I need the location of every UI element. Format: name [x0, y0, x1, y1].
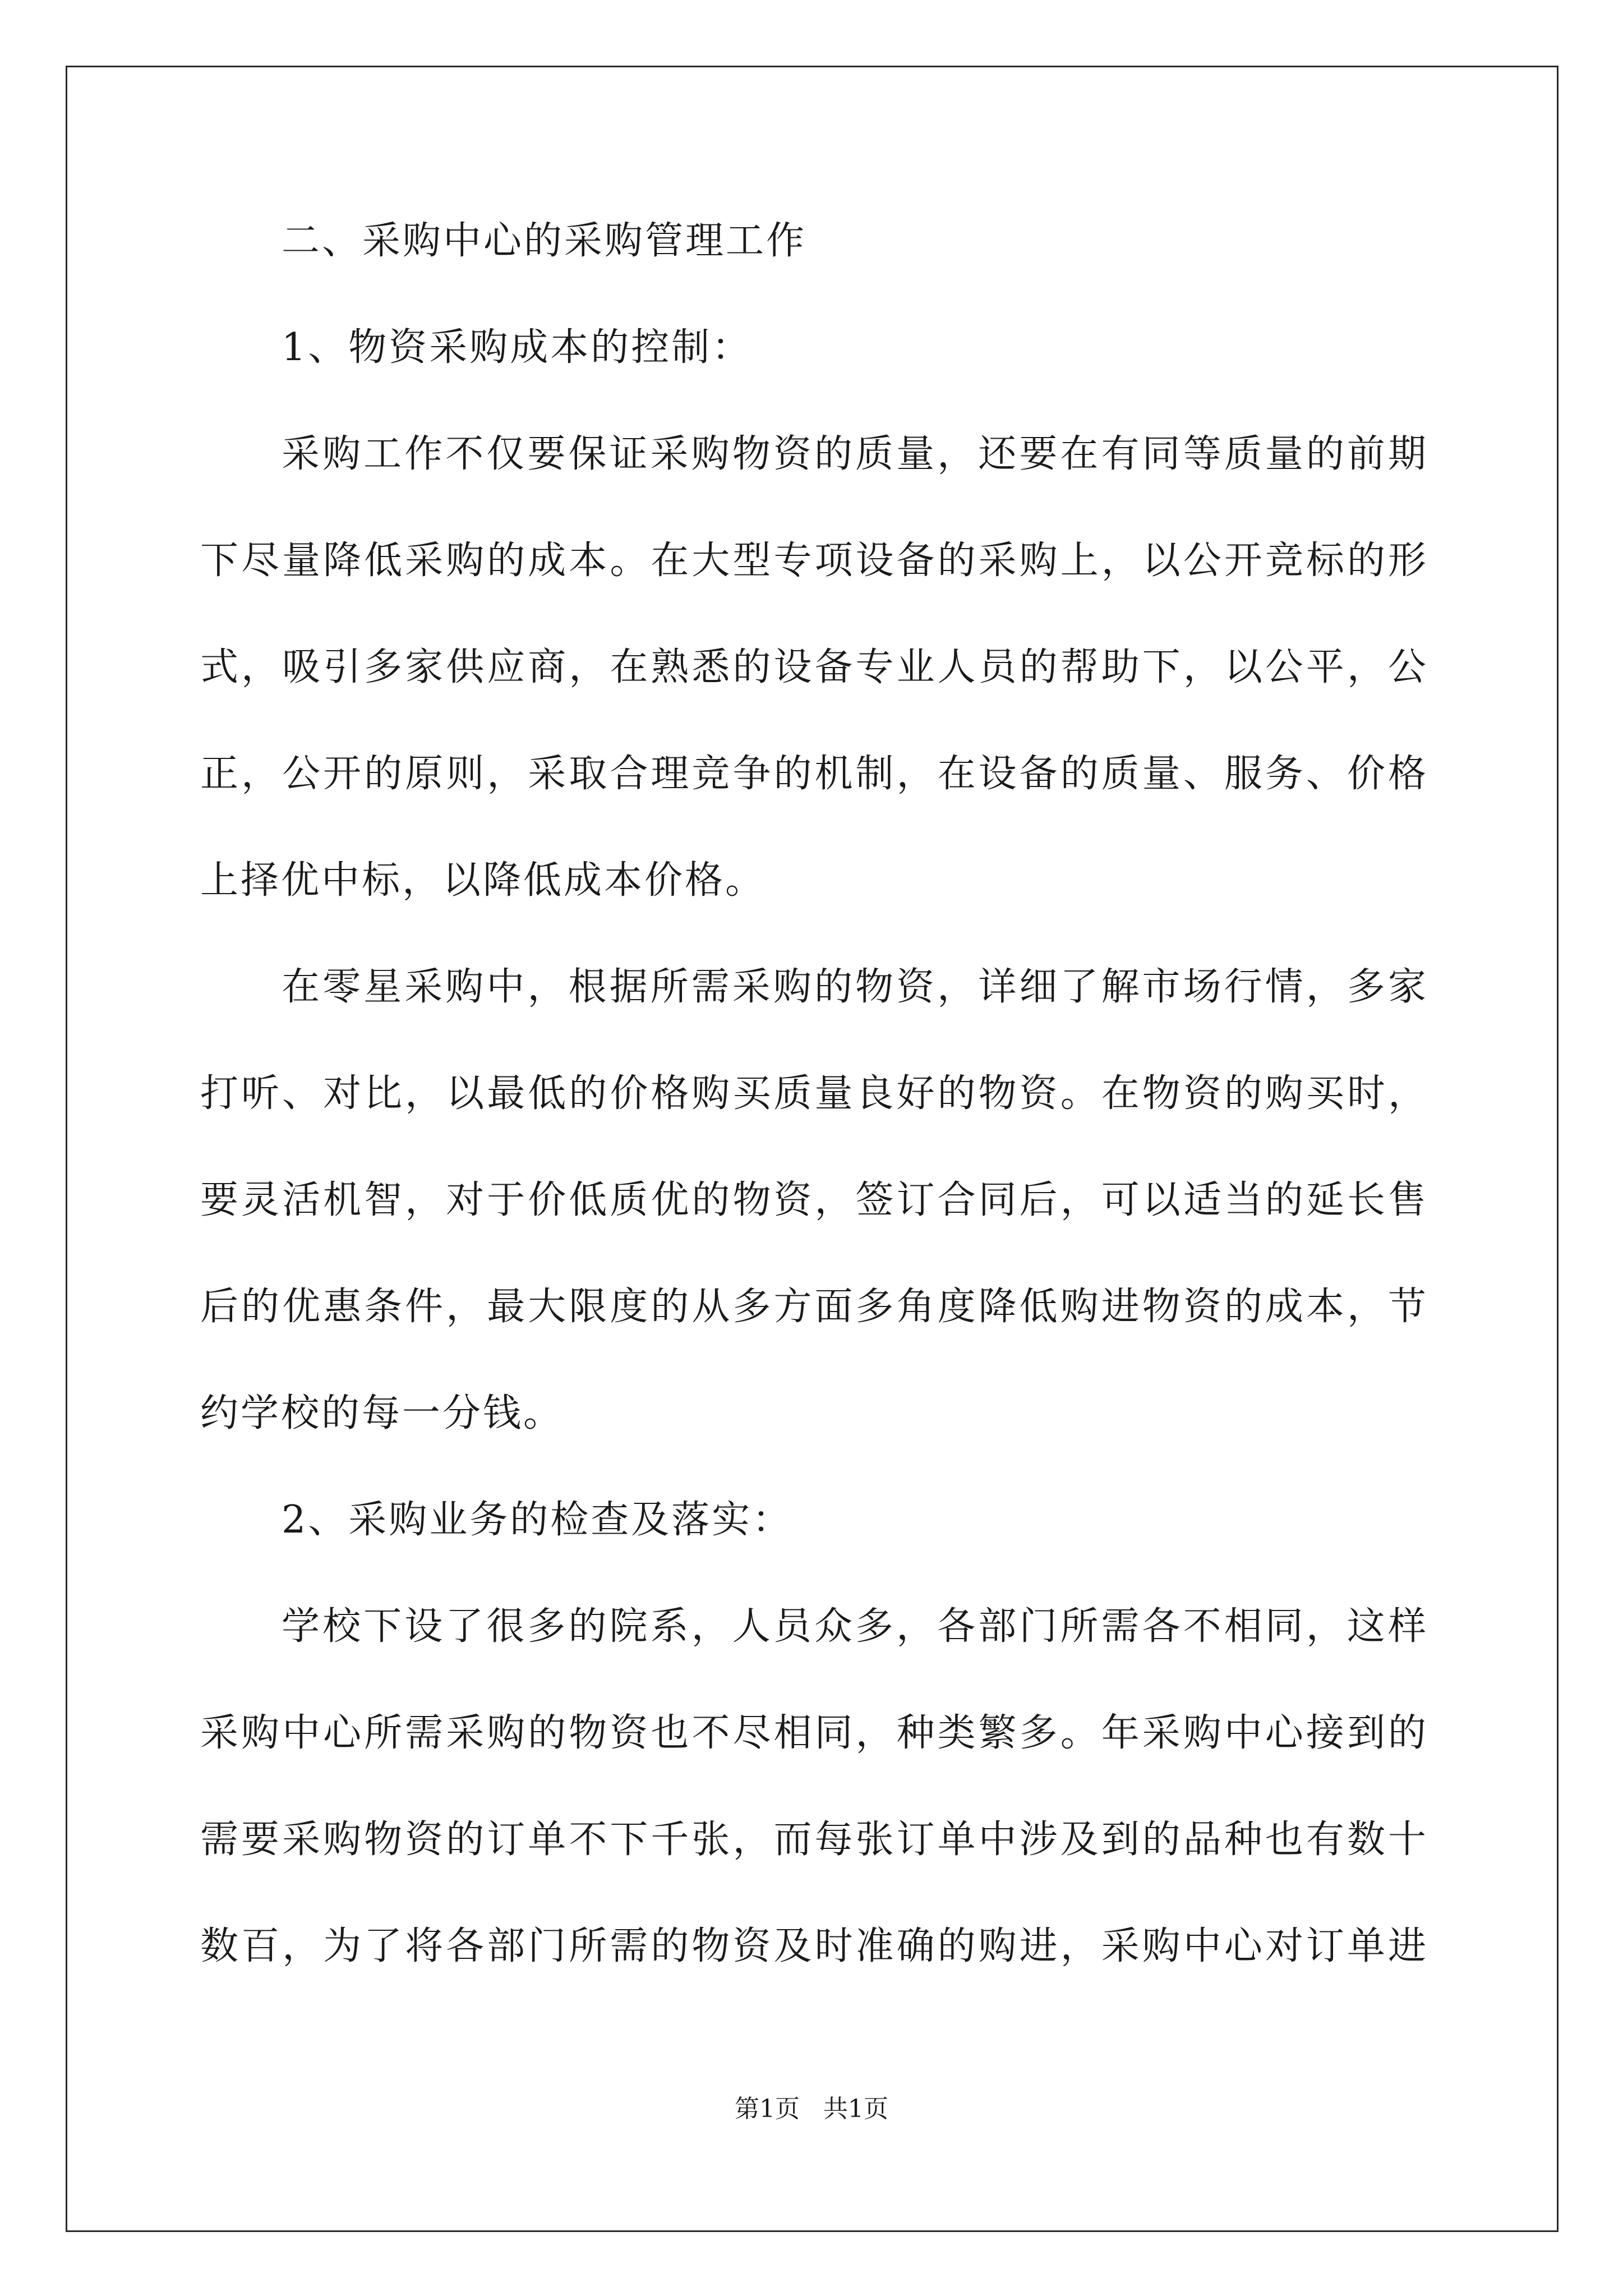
paragraph-line: 采购中心所需采购的物资也不尽相同，种类繁多。年采购中心接到的	[200, 1711, 1428, 1755]
paragraph-line: 下尽量降低采购的成本。在大型专项设备的采购上，以公开竞标的形	[200, 539, 1428, 583]
paragraph-line: 上择优中标，以降低成本价格。	[200, 858, 766, 903]
paragraph-line: 式，吸引多家供应商，在熟悉的设备专业人员的帮助下，以公平，公	[200, 645, 1428, 689]
paragraph-line: 打听、对比，以最低的价格购买质量良好的物资。在物资的购买时，	[200, 1071, 1428, 1116]
page-border	[66, 66, 1559, 2232]
paragraph-line: 需要采购物资的订单不下千张，而每张订单中涉及到的品种也有数十	[200, 1818, 1428, 1862]
subsection-heading: 2、采购业务的检查及落实：	[282, 1498, 793, 1542]
page-footer: 第1页 共1页	[735, 2095, 888, 2123]
paragraph-line: 约学校的每一分钱。	[200, 1391, 564, 1435]
section-heading: 二、采购中心的采购管理工作	[282, 219, 807, 263]
paragraph-line: 数百，为了将各部门所需的物资及时准确的购进，采购中心对订单进	[200, 1924, 1428, 1968]
paragraph-line: 在零星采购中，根据所需采购的物资，详细了解市场行情，多家	[282, 965, 1428, 1009]
subsection-heading: 1、物资采购成本的控制：	[282, 325, 753, 370]
paragraph-line: 要灵活机智，对于价低质优的物资，签订合同后，可以适当的延长售	[200, 1178, 1428, 1222]
paragraph-line: 后的优惠条件，最大限度的从多方面多角度降低购进物资的成本，节	[200, 1285, 1428, 1329]
paragraph-line: 正，公开的原则，采取合理竞争的机制，在设备的质量、服务、价格	[200, 752, 1428, 796]
paragraph-line: 采购工作不仅要保证采购物资的质量，还要在有同等质量的前期	[282, 432, 1428, 476]
paragraph-line: 学校下设了很多的院系，人员众多，各部门所需各不相同，这样	[282, 1604, 1428, 1649]
